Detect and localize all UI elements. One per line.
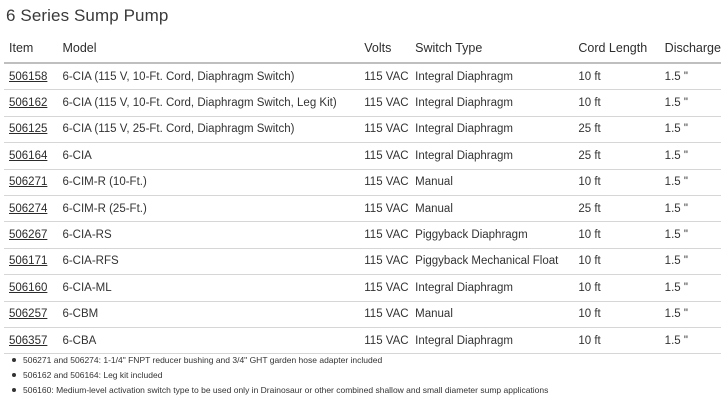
item-link[interactable]: 506160 bbox=[9, 281, 48, 294]
volts-cell: 115 VAC bbox=[359, 248, 410, 274]
discharge-cell: 1.5 " bbox=[660, 169, 721, 195]
switch-type-cell: Manual bbox=[410, 195, 573, 221]
column-header-item: Item bbox=[4, 34, 57, 63]
volts-cell: 115 VAC bbox=[359, 222, 410, 248]
switch-type-cell: Integral Diaphragm bbox=[410, 116, 573, 142]
discharge-cell: 1.5 " bbox=[660, 327, 721, 353]
footnote bbox=[10, 368, 723, 383]
item-cell bbox=[4, 143, 57, 169]
spec-table bbox=[4, 34, 721, 354]
volts-cell: 115 VAC bbox=[359, 275, 410, 301]
volts-cell: 115 VAC bbox=[359, 301, 410, 327]
table-row bbox=[4, 327, 721, 353]
bullet-icon bbox=[12, 373, 16, 377]
item-link[interactable]: 506164 bbox=[9, 149, 48, 162]
volts-cell: 115 VAC bbox=[359, 195, 410, 221]
cord-length-cell: 25 ft bbox=[573, 143, 659, 169]
footnote bbox=[10, 353, 723, 368]
item-cell bbox=[4, 195, 57, 221]
model-cell: 6-CIA-RS bbox=[57, 222, 359, 248]
table-row bbox=[4, 275, 721, 301]
model-cell: 6-CIA-ML bbox=[57, 275, 359, 301]
table-row bbox=[4, 143, 721, 169]
discharge-cell: 1.5 " bbox=[660, 301, 721, 327]
discharge-cell: 1.5 " bbox=[660, 90, 721, 116]
switch-type-cell: Piggyback Diaphragm bbox=[410, 222, 573, 248]
switch-type-cell: Integral Diaphragm bbox=[410, 63, 573, 90]
switch-type-cell: Integral Diaphragm bbox=[410, 275, 573, 301]
discharge-cell: 1.5 " bbox=[660, 195, 721, 221]
cord-length-cell: 10 ft bbox=[573, 327, 659, 353]
switch-type-cell: Integral Diaphragm bbox=[410, 143, 573, 169]
item-cell bbox=[4, 275, 57, 301]
model-cell: 6-CBM bbox=[57, 301, 359, 327]
discharge-cell: 1.5 " bbox=[660, 143, 721, 169]
model-cell: 6-CIA (115 V, 10-Ft. Cord, Diaphragm Switch) bbox=[57, 63, 359, 90]
item-cell bbox=[4, 222, 57, 248]
footnote-text: 506271 and 506274: 1-1/4" FNPT reducer bushing and 3/4" GHT garden hose adapter included bbox=[23, 355, 383, 365]
bullet-icon bbox=[12, 358, 16, 362]
footnote-text: 506160: Medium-level activation switch type to be used only in Drainosaur or other combined shallow and small diameter sump applications bbox=[23, 385, 549, 395]
column-header-volts: Volts bbox=[359, 34, 410, 63]
cord-length-cell: 10 ft bbox=[573, 248, 659, 274]
discharge-cell: 1.5 " bbox=[660, 63, 721, 90]
item-cell bbox=[4, 327, 57, 353]
table-row bbox=[4, 301, 721, 327]
cord-length-cell: 10 ft bbox=[573, 301, 659, 327]
item-cell bbox=[4, 63, 57, 90]
discharge-cell: 1.5 " bbox=[660, 248, 721, 274]
model-cell: 6-CIA (115 V, 25-Ft. Cord, Diaphragm Switch) bbox=[57, 116, 359, 142]
table-row bbox=[4, 248, 721, 274]
table-row bbox=[4, 63, 721, 90]
item-link[interactable]: 506257 bbox=[9, 308, 48, 321]
column-header-discharge: Discharge bbox=[660, 34, 721, 63]
model-cell: 6-CIA-RFS bbox=[57, 248, 359, 274]
table-row bbox=[4, 169, 721, 195]
model-cell: 6-CIA (115 V, 10-Ft. Cord, Diaphragm Switch, Leg Kit) bbox=[57, 90, 359, 116]
table-row bbox=[4, 116, 721, 142]
page-title: 6 Series Sump Pump bbox=[6, 6, 169, 25]
cord-length-cell: 10 ft bbox=[573, 222, 659, 248]
volts-cell: 115 VAC bbox=[359, 327, 410, 353]
table-row bbox=[4, 90, 721, 116]
volts-cell: 115 VAC bbox=[359, 90, 410, 116]
switch-type-cell: Integral Diaphragm bbox=[410, 90, 573, 116]
cord-length-cell: 25 ft bbox=[573, 116, 659, 142]
table-row bbox=[4, 222, 721, 248]
table-header-row bbox=[4, 34, 721, 63]
item-link[interactable]: 506158 bbox=[9, 70, 48, 83]
item-link[interactable]: 506271 bbox=[9, 176, 48, 189]
cord-length-cell: 10 ft bbox=[573, 90, 659, 116]
cord-length-cell: 10 ft bbox=[573, 63, 659, 90]
switch-type-cell: Manual bbox=[410, 301, 573, 327]
volts-cell: 115 VAC bbox=[359, 169, 410, 195]
switch-type-cell: Integral Diaphragm bbox=[410, 327, 573, 353]
item-link[interactable]: 506357 bbox=[9, 334, 48, 347]
switch-type-cell: Piggyback Mechanical Float bbox=[410, 248, 573, 274]
model-cell: 6-CIM-R (10-Ft.) bbox=[57, 169, 359, 195]
cord-length-cell: 25 ft bbox=[573, 195, 659, 221]
item-link[interactable]: 506267 bbox=[9, 229, 48, 242]
volts-cell: 115 VAC bbox=[359, 116, 410, 142]
column-header-model: Model bbox=[57, 34, 359, 63]
item-link[interactable]: 506162 bbox=[9, 97, 48, 110]
table-row bbox=[4, 195, 721, 221]
discharge-cell: 1.5 " bbox=[660, 116, 721, 142]
item-link[interactable]: 506125 bbox=[9, 123, 48, 136]
footnote bbox=[10, 383, 723, 398]
bullet-icon bbox=[12, 388, 16, 392]
discharge-cell: 1.5 " bbox=[660, 222, 721, 248]
cord-length-cell: 10 ft bbox=[573, 275, 659, 301]
item-link[interactable]: 506171 bbox=[9, 255, 48, 268]
item-cell bbox=[4, 301, 57, 327]
column-header-cord-length: Cord Length bbox=[573, 34, 659, 63]
switch-type-cell: Manual bbox=[410, 169, 573, 195]
model-cell: 6-CIA bbox=[57, 143, 359, 169]
item-cell bbox=[4, 116, 57, 142]
column-header-switch-type: Switch Type bbox=[410, 34, 573, 63]
discharge-cell: 1.5 " bbox=[660, 275, 721, 301]
item-cell bbox=[4, 90, 57, 116]
volts-cell: 115 VAC bbox=[359, 63, 410, 90]
footnote-text: 506162 and 506164: Leg kit included bbox=[23, 370, 163, 380]
model-cell: 6-CBA bbox=[57, 327, 359, 353]
model-cell: 6-CIM-R (25-Ft.) bbox=[57, 195, 359, 221]
item-cell bbox=[4, 248, 57, 274]
footnotes bbox=[0, 353, 723, 398]
item-cell bbox=[4, 169, 57, 195]
volts-cell: 115 VAC bbox=[359, 143, 410, 169]
item-link[interactable]: 506274 bbox=[9, 202, 48, 215]
cord-length-cell: 10 ft bbox=[573, 169, 659, 195]
